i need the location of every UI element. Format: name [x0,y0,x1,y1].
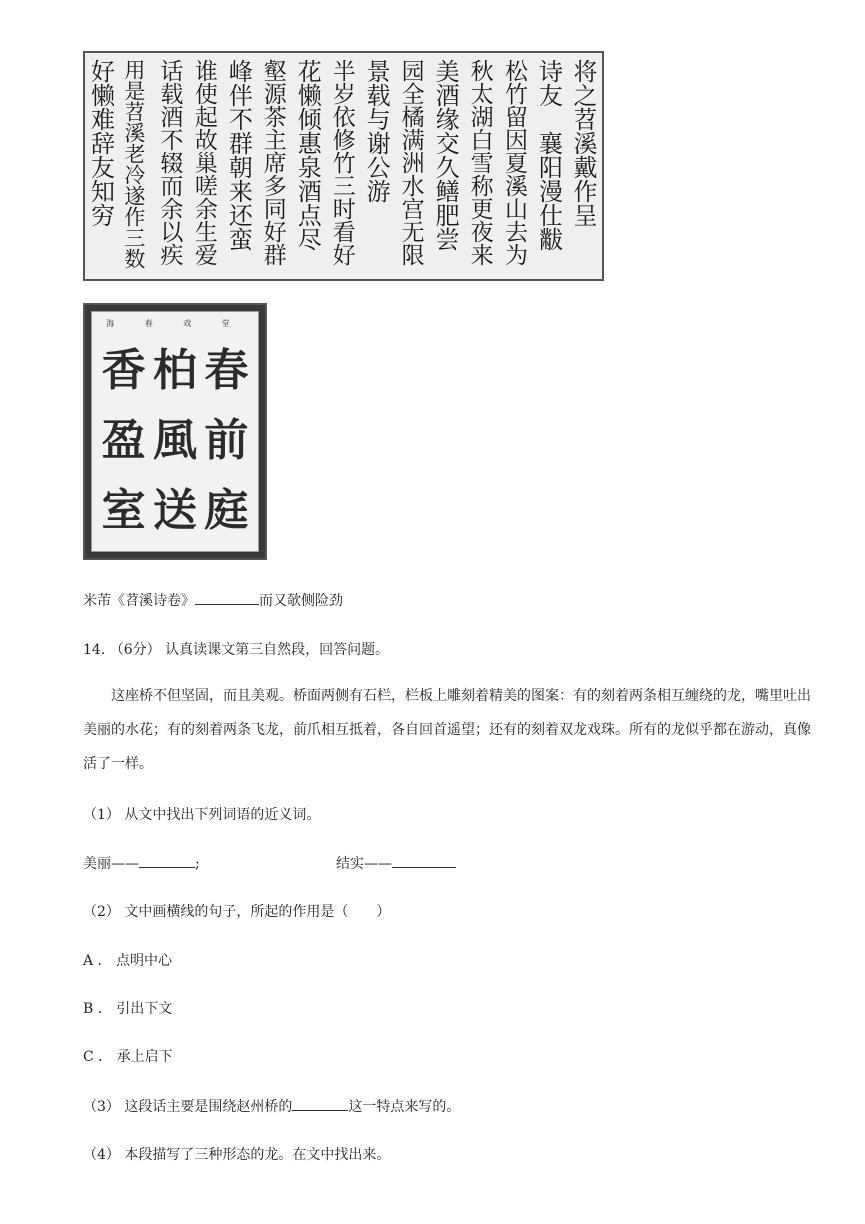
plaque-char: 風 [152,415,197,466]
calligraphy-column: 半岁依修竹三时看好 [328,59,355,266]
plaque-char: 香 [101,345,146,396]
plaque-char: 前 [204,415,249,466]
synonym-sep: ; [195,856,200,872]
plaque-image [83,303,267,560]
q14-title: 14. （6分） 认真读课文第三自然段，回答问题。 [83,642,390,658]
q14-sub4: （4） 本段描写了三种形态的龙。在文中找出来。 [83,1147,391,1163]
option-c[interactable]: C ． 承上启下 [83,1049,173,1065]
plaque-char: 庭 [204,485,249,536]
q14-sub3-before: （3） 这段话主要是围绕赵州桥的 [83,1099,293,1115]
synonym-word-2: 结实—— [336,856,392,872]
q13-text-after: 而又欹侧险劲 [259,593,343,609]
calligraphy-column: 谁使起故巢嗟余生爱 [190,59,217,266]
calligraphy-column: 秋太湖白雪称更夜来 [466,59,493,266]
plaque-char: 室 [101,485,146,536]
option-b[interactable]: B ． 引出下文 [83,1001,173,1017]
plaque-char: 春 [204,345,249,396]
q14-sub1: （1） 从文中找出下列词语的近义词。 [83,807,321,823]
q14-synonym-line [83,853,200,873]
calligraphy-column: 话载酒不辍而余以疾 [156,59,183,266]
plaque-board [91,311,259,552]
synonym-word-1: 美丽—— [83,856,139,872]
option-a[interactable]: A ． 点明中心 [83,953,173,969]
q14-passage: 这座桥不但坚固，而且美观。桥面两侧有石栏，栏板上雕刻着精美的图案：有的刻着两条相互缠绕的龙，嘴里吐出美丽的水花；有的刻着两条飞龙，前爪相互抵着，各自回首遥望；还有的刻着双龙戏珠。所有的龙似乎都在游动，真像活了一样。 [83,688,811,772]
q14-sub2: （2） 文中画横线的句子，所起的作用是（ ） [83,904,391,920]
plaque-char: 盈 [101,415,146,466]
calligraphy-column: 景载与谢公游 [362,59,391,203]
synonym-blank-1[interactable] [139,853,195,868]
calligraphy-column: 松竹留因夏溪山去为 [501,59,528,266]
q13-answer-line [83,590,343,610]
plaque-char: 柏 [152,345,197,396]
plaque-char: 送 [152,485,197,536]
calligraphy-column: 诗友 襄阳漫仕黻 [534,59,563,251]
calligraphy-column: 好懒难辞友知穷 [86,59,115,227]
calligraphy-column: 壑源茶主席多同好群 [259,59,286,266]
calligraphy-column: 园全橘满洲水宫无限 [397,59,424,266]
q14-synonym-line-2 [336,853,456,873]
calligraphy-column: 用是苕溪老冷遂作三数 [121,59,146,269]
calligraphy-column: 美酒缘交久鳝肥尝 [431,59,460,251]
q14-sub3-after: 这一特点来写的。 [348,1099,461,1115]
q14-sub3-blank[interactable] [292,1096,348,1111]
calligraphy-column: 峰伴不群朝来还蛮 [224,59,253,251]
q13-text-before: 米芾《苕溪诗卷》 [83,593,195,609]
plaque-top-text: 海 春 戏 堂 [106,319,244,328]
q14-sub3 [83,1096,460,1116]
calligraphy-scroll-image [83,51,604,281]
q13-blank[interactable] [195,590,259,605]
calligraphy-column: 花懒倾惠泉酒点尽 [293,59,322,251]
synonym-blank-2[interactable] [392,853,456,868]
calligraphy-column: 将之苕溪戴作呈 [568,59,597,227]
